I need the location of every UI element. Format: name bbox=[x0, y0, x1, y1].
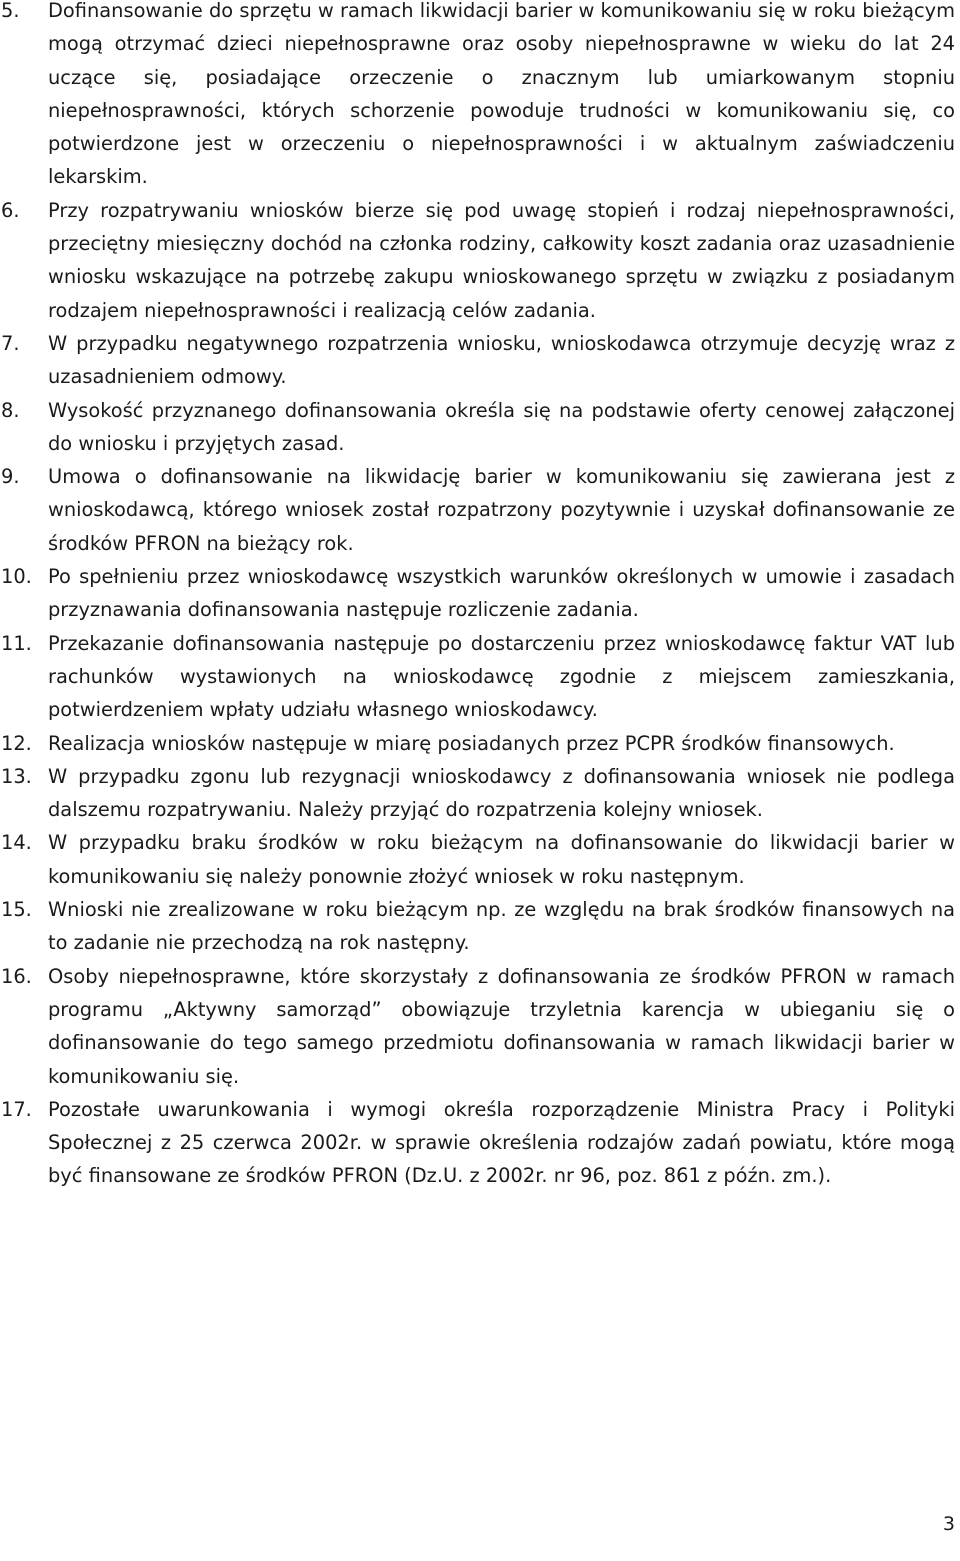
item-number: 17. bbox=[1, 1097, 32, 1121]
list-item bbox=[0, 826, 955, 893]
item-number: 11. bbox=[1, 631, 32, 655]
item-text: Przy rozpatrywaniu wniosków bierze się pod uwagę stopień i rodzaj niepełnosprawności, przeciętny miesięczny dochód na członka rodziny, całkowity koszt zadania oraz uzasadnienie wniosku wskazujące na potrzebę zakupu wnioskowanego sprzętu w związku z posiadanym rodzajem niepełnosprawności i realizacją celów zadania. bbox=[48, 198, 955, 322]
item-text: Realizacja wniosków następuje w miarę posiadanych przez PCPR środków finansowych. bbox=[48, 731, 895, 755]
list-item bbox=[0, 960, 955, 1093]
list-item bbox=[0, 460, 955, 560]
item-number: 9. bbox=[1, 465, 20, 489]
list-item bbox=[0, 560, 955, 627]
item-text: Umowa o dofinansowanie na likwidację barier w komunikowaniu się zawierana jest z wnioskodawcą, którego wniosek został rozpatrzony pozytywnie i uzyskał dofinansowanie ze środków PFRON na bieżący rok. bbox=[48, 465, 955, 555]
item-number: 12. bbox=[1, 731, 32, 755]
list-item bbox=[0, 627, 955, 727]
item-text: W przypadku braku środków w roku bieżącym na dofinansowanie do likwidacji barier w komunikowaniu się należy ponownie złożyć wniosek w roku następnym. bbox=[48, 831, 955, 888]
item-text: Pozostałe uwarunkowania i wymogi określa rozporządzenie Ministra Pracy i Polityki Społecznej z 25 czerwca 2002r. w sprawie określenia rodzajów zadań powiatu, które mogą być finansowane ze środków PFRON (Dz.U. z 2002r. nr 96, poz. 861 z późn. zm.). bbox=[48, 1097, 955, 1188]
item-text: Wnioski nie zrealizowane w roku bieżącym np. ze względu na brak środków finansowych na to zadanie nie przechodzą na rok następny. bbox=[48, 898, 955, 955]
item-text: W przypadku negatywnego rozpatrzenia wniosku, wnioskodawca otrzymuje decyzję wraz z uzasadnieniem odmowy. bbox=[48, 331, 955, 389]
list-item bbox=[0, 194, 955, 327]
item-number: 14. bbox=[1, 831, 32, 855]
item-number: 13. bbox=[1, 764, 32, 788]
page-number: 3 bbox=[942, 1513, 955, 1535]
item-number: 15. bbox=[1, 898, 32, 922]
list-item bbox=[0, 394, 955, 461]
list-item bbox=[0, 1093, 955, 1193]
item-number: 5. bbox=[1, 0, 20, 22]
item-number: 6. bbox=[1, 198, 20, 222]
list-item bbox=[0, 727, 955, 760]
item-number: 16. bbox=[1, 964, 32, 988]
list-item bbox=[0, 760, 955, 827]
list-item bbox=[0, 893, 955, 960]
item-text: Po spełnieniu przez wnioskodawcę wszystkich warunków określonych w umowie i zasadach przyznawania dofinansowania następuje rozliczenie zadania. bbox=[48, 565, 955, 622]
list-item bbox=[0, 0, 955, 194]
item-number: 10. bbox=[1, 565, 32, 589]
item-text: Osoby niepełnosprawne, które skorzystały z dofinansowania ze środków PFRON w ramach programu „Aktywny samorząd” obowiązuje trzyletnia karencja w ubieganiu się o dofinansowanie do tego samego przedmiotu dofinansowania w ramach likwidacji barier w komunikowaniu się. bbox=[48, 964, 955, 1088]
item-number: 7. bbox=[1, 331, 20, 355]
item-text: W przypadku zgonu lub rezygnacji wnioskodawcy z dofinansowania wniosek nie podlega dalszemu rozpatrywaniu. Należy przyjąć do rozpatrzenia kolejny wniosek. bbox=[48, 764, 955, 822]
item-number: 8. bbox=[1, 398, 20, 422]
item-text: Dofinansowanie do sprzętu w ramach likwidacji barier w komunikowaniu się w roku bieżącym mogą otrzymać dzieci niepełnosprawne oraz osoby niepełnosprawne w wieku do lat 24 uczące się, posiadające orzeczenie o znacznym lub umiarkowanym stopniu niepełnosprawności, których schorzenie powoduje trudności w komunikowaniu się, co potwierdzone jest w orzeczeniu o niepełnosprawności i w aktualnym zaświadczeniu lekarskim. bbox=[48, 0, 955, 189]
list-item bbox=[0, 327, 955, 394]
item-text: Wysokość przyznanego dofinansowania określa się na podstawie oferty cenowej załączonej do wniosku i przyjętych zasad. bbox=[48, 398, 955, 455]
item-text: Przekazanie dofinansowania następuje po dostarczeniu przez wnioskodawcę faktur VAT lub rachunków wystawionych na wnioskodawcę zgodnie z miejscem zamieszkania, potwierdzeniem wpłaty udziału własnego wnioskodawcy. bbox=[48, 631, 955, 722]
